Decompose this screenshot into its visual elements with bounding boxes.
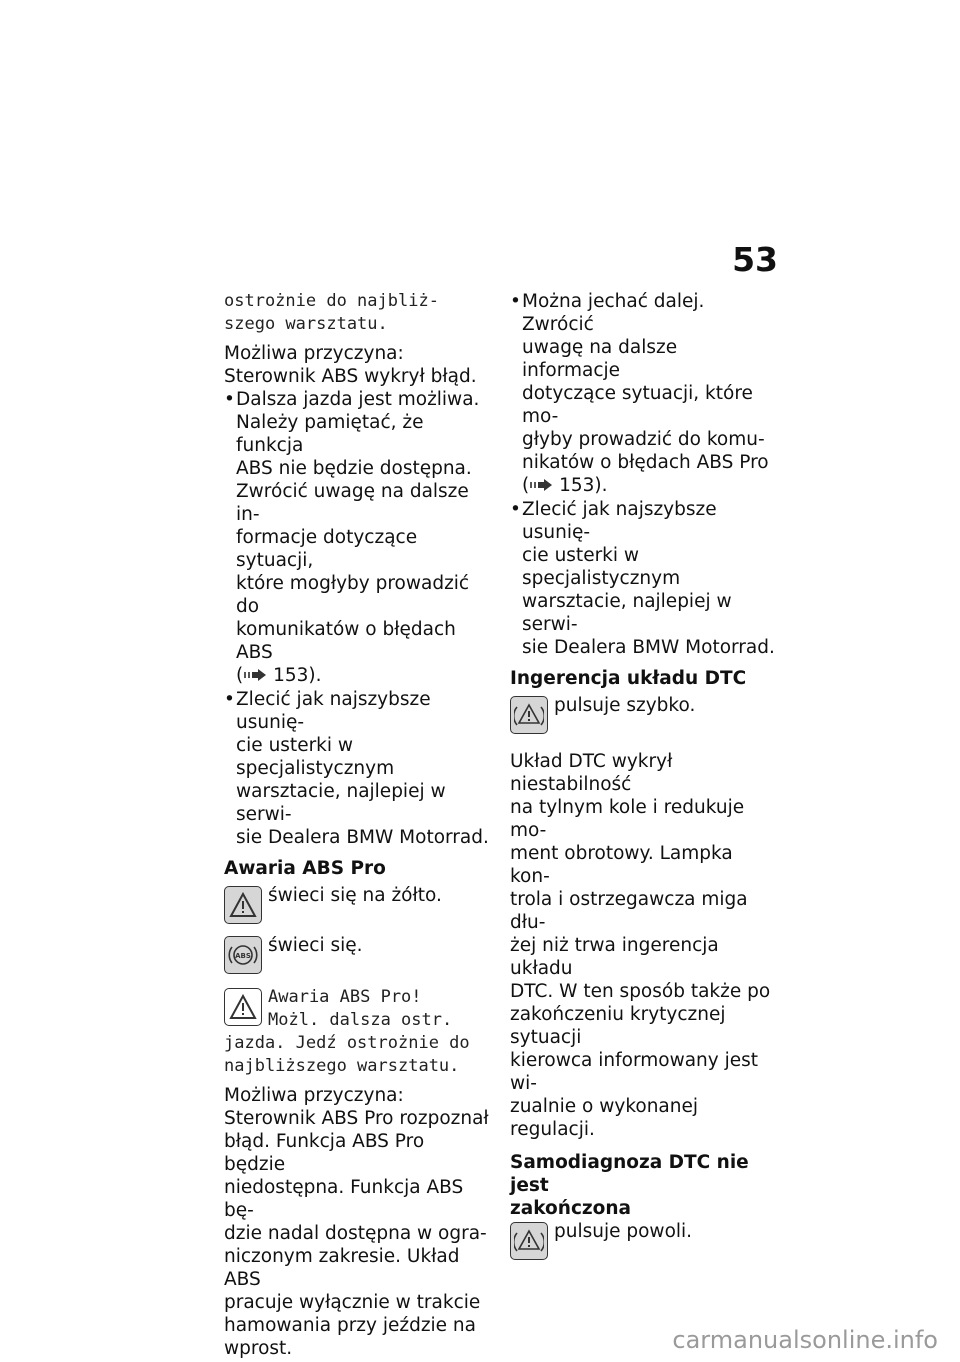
body-paragraph: Układ DTC wykrył niestabilność na tylnym kole i redukuje mo- ment obrotowy. Lampka kon- trola i ostrzegawcza miga dłu- żej niż trwa ingerencja układu DTC. W ten sposób także po zakończeniu krytycznej sytuacji kierowca informowany jest wi- zualnie o wykonanej regulacji.: [510, 750, 771, 1140]
list-item: • Dalsza jazda jest możliwa. Należy pamiętać, że funkcja ABS nie będzie dostępna. Zwrócić uwagę na dalsze in- formacje dotyczące sytuacji, które mogłyby prowadzić do komunikatów o błędach ABS ( 153).: [224, 388, 490, 688]
display-message-text: Awaria ABS Pro!: [268, 986, 422, 1007]
indicator-row: [510, 694, 776, 734]
indicator-description: świeci się.: [268, 934, 363, 956]
abs-icon: [224, 936, 262, 974]
section-heading: Awaria ABS Pro: [224, 857, 386, 879]
display-message-text: najbliższego warsztatu.: [224, 1055, 460, 1076]
dtc-warning-icon: [510, 696, 548, 734]
cause-text: Sterownik ABS Pro rozpoznał błąd. Funkcja ABS Pro będzie niedostępna. Funkcja ABS bę- dzie nadal dostępna w ogra- niczonym zakresie. Układ ABS pracuje wyłącznie w trakcie hamowania przy jeździe na wprost.: [224, 1107, 489, 1359]
svg-text:ABS: ABS: [235, 951, 251, 960]
watermark-link[interactable]: carmanualsonline.info: [672, 1326, 938, 1354]
section-heading: Samodiagnoza DTC nie jest: [510, 1151, 749, 1196]
cause-text: Sterownik ABS wykrył błąd.: [224, 366, 477, 387]
left-column: [224, 290, 490, 1360]
dtc-warning-icon: [510, 1222, 548, 1260]
list-item: • Można jechać dalej. Zwrócić uwagę na dalsze informacje dotyczące sytuacji, które mo- głyby prowadzić do komu- nikatów o błędach ABS Pro ( 153).: [510, 290, 776, 498]
indicator-description: świeci się na żółto.: [268, 884, 442, 906]
cause-label: Możliwa przyczyna:: [224, 1084, 404, 1106]
right-column: [510, 290, 776, 1260]
page-number: 53: [732, 240, 778, 279]
indicator-row: [510, 1220, 776, 1260]
reference-arrow-icon: [243, 665, 267, 688]
section-heading: Ingerencja układu DTC: [510, 667, 747, 689]
indicator-row: [224, 934, 490, 974]
page-reference[interactable]: ( 153).: [522, 475, 608, 496]
indicator-description: pulsuje szybko.: [554, 694, 696, 716]
section-heading: zakończona: [510, 1197, 632, 1219]
warning-triangle-icon: [224, 988, 262, 1026]
display-message-block: [224, 986, 490, 1078]
page-reference[interactable]: ( 153).: [236, 665, 322, 686]
indicator-row: [224, 884, 490, 924]
list-item: • Zlecić jak najszybsze usunię- cie usterki w specjalistycznym warsztacie, najlepiej w serwi- sie Dealera BMW Motorrad.: [510, 498, 776, 659]
list-item: • Zlecić jak najszybsze usunię- cie usterki w specjalistycznym warsztacie, najlepiej w serwi- sie Dealera BMW Motorrad.: [224, 688, 490, 849]
reference-arrow-icon: [529, 475, 553, 498]
warning-triangle-icon: [224, 886, 262, 924]
display-message-text: szego warsztatu.: [224, 314, 388, 334]
display-message-text: jazda. Jedź ostrożnie do: [224, 1032, 470, 1053]
display-message-text: ostrożnie do najbliż-: [224, 291, 439, 311]
cause-label: Możliwa przyczyna:: [224, 343, 404, 364]
display-message-text: Możl. dalsza ostr.: [268, 1009, 453, 1030]
indicator-description: pulsuje powoli.: [554, 1220, 693, 1242]
